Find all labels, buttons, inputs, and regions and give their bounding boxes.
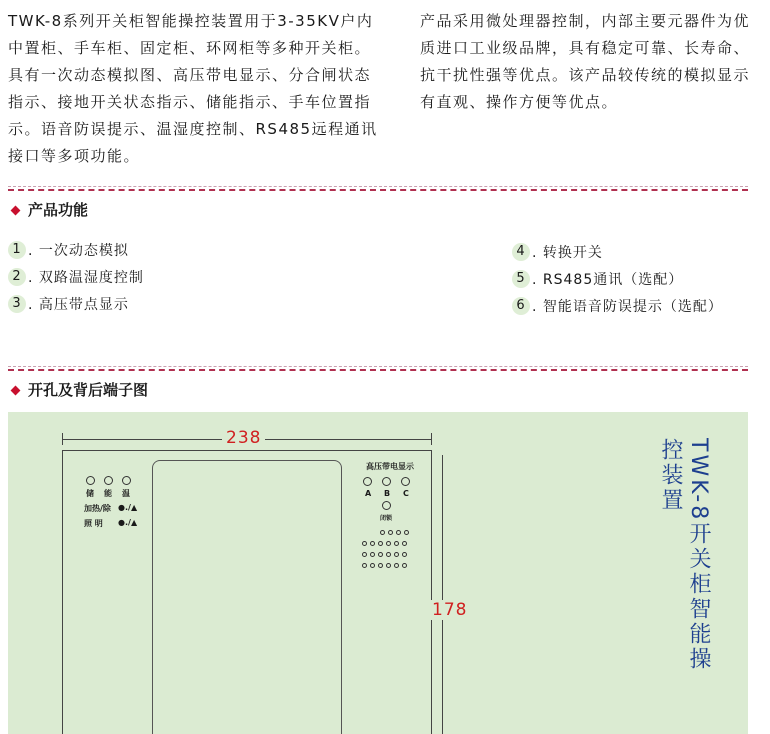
diamond-bullet-icon — [11, 205, 21, 215]
terminal-dot-icon — [404, 530, 409, 535]
product-name-vertical: TWK-8开关柜智能操控装置 — [658, 438, 711, 673]
terminal-dot-icon — [370, 541, 375, 546]
heater-label: 加热/除 — [84, 504, 111, 513]
indicator-led-icon — [104, 476, 113, 485]
height-dimension-line — [442, 455, 443, 734]
phase-label: C — [403, 489, 409, 498]
terminal-dot-icon — [378, 552, 383, 557]
feature-item — [512, 242, 603, 262]
terminal-dot-icon — [402, 563, 407, 568]
hv-display-label: 高压带电显示 — [366, 462, 414, 471]
lock-led-icon — [382, 501, 391, 510]
terminal-dot-icon — [362, 552, 367, 557]
terminal-dot-icon — [394, 541, 399, 546]
terminal-dot-icon — [386, 552, 391, 557]
diamond-bullet-icon — [11, 385, 21, 395]
indicator-label: 温 — [122, 489, 130, 498]
feature-number: 5 — [512, 270, 530, 288]
feature-text: . 高压带点显示 — [28, 297, 129, 313]
phase-label: B — [384, 489, 391, 498]
feature-item — [8, 267, 144, 287]
phase-label: A — [365, 489, 372, 498]
intro-left-paragraph: TWK-8系列开关柜智能操控装置用于3-35KV户内中置柜、手车柜、固定柜、环网柜等多种开关柜。具有一次动态模拟图、高压带电显示、分合闸状态指示、接地开关状态指示、储能指示、手车位置指示。语音防误提示、温湿度控制、RS485远程通讯接口等多项功能。 — [8, 12, 378, 165]
dimension-tick — [431, 433, 432, 445]
terminal-dot-icon — [378, 563, 383, 568]
section-divider — [8, 186, 748, 191]
indicator-label: 储 — [86, 489, 94, 498]
phase-led-icon — [401, 477, 410, 486]
terminal-dot-icon — [394, 563, 399, 568]
light-state-label: ●./▲ — [118, 518, 138, 527]
feature-item — [512, 269, 683, 289]
feature-item — [512, 296, 723, 316]
terminal-dot-icon — [396, 530, 401, 535]
light-label: 照 明 — [84, 519, 103, 528]
display-window — [152, 460, 342, 734]
feature-text: . 转换开关 — [532, 245, 603, 261]
feature-item — [8, 294, 129, 314]
heater-state-label: ●./▲ — [118, 503, 138, 512]
feature-number: 6 — [512, 297, 530, 315]
phase-led-icon — [363, 477, 372, 486]
lock-label: 闭锁 — [380, 515, 393, 522]
drawing-section-title: 开孔及背后端子图 — [8, 379, 148, 400]
feature-text: . 智能语音防误提示（选配） — [532, 299, 723, 315]
intro-right-paragraph: 产品采用微处理器控制，内部主要元器件为优质进口工业级品牌，具有稳定可靠、长寿命、抗干扰性强等优点。该产品较传统的模拟显示有直观、操作方便等优点。 — [420, 12, 751, 111]
feature-text: . 一次动态模拟 — [28, 243, 129, 259]
terminal-dot-icon — [386, 541, 391, 546]
terminal-dot-icon — [388, 530, 393, 535]
phase-led-icon — [382, 477, 391, 486]
terminal-dot-icon — [402, 552, 407, 557]
terminal-dot-icon — [370, 563, 375, 568]
feature-number: 1 — [8, 241, 26, 259]
height-dimension-label: 178 — [428, 600, 471, 620]
terminal-dot-icon — [394, 552, 399, 557]
section-divider — [8, 366, 748, 371]
indicator-led-icon — [86, 476, 95, 485]
terminal-dot-icon — [362, 563, 367, 568]
feature-number: 4 — [512, 243, 530, 261]
feature-text: . RS485通讯（选配） — [532, 272, 684, 288]
indicator-label: 能 — [104, 489, 112, 498]
terminal-dot-icon — [378, 541, 383, 546]
feature-text: . 双路温湿度控制 — [28, 270, 144, 286]
terminal-dot-icon — [386, 563, 391, 568]
terminal-dot-icon — [370, 552, 375, 557]
terminal-dot-icon — [380, 530, 385, 535]
width-dimension-label: 238 — [222, 428, 265, 448]
feature-number: 3 — [8, 295, 26, 313]
terminal-dot-icon — [362, 541, 367, 546]
terminal-dot-icon — [402, 541, 407, 546]
feature-item — [8, 240, 129, 260]
indicator-led-icon — [122, 476, 131, 485]
feature-number: 2 — [8, 268, 26, 286]
features-section-title: 产品功能 — [8, 199, 88, 220]
dimension-tick — [62, 433, 63, 445]
